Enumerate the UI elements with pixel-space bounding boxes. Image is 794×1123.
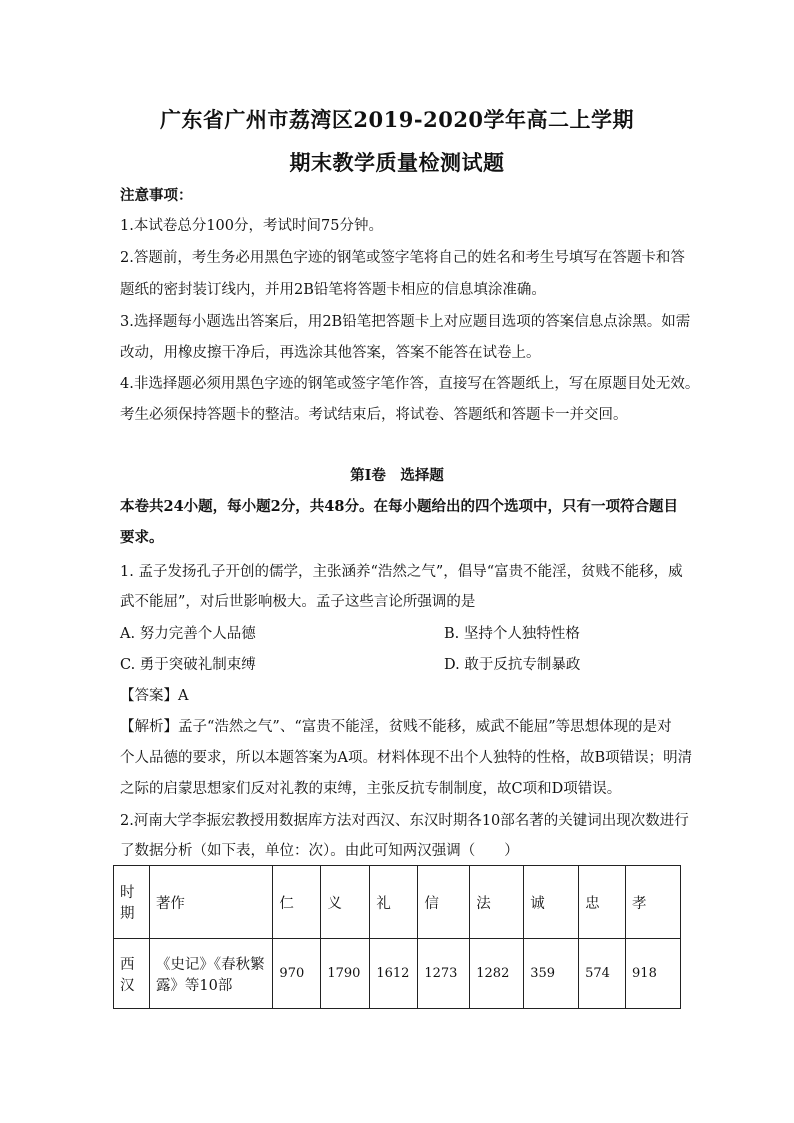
table-cell-work [149,939,272,1009]
q1-stem: 1. 孟子发扬孔子开创的儒学，主张涵养“浩然之气”，倡导“富贵不能淫，贫贱不能移，威 [120,564,683,580]
q1-analysis: 之际的启蒙思想家们反对礼教的束缚，主张反抗专制制度，故C项和D项错误。 [120,781,622,797]
table-row [114,939,681,1009]
header-period-line: 时 [120,885,135,901]
table-header-cell: 著作 [149,866,272,939]
q1-stem: 武不能屈”，对后世影响极大。孟子这些言论所强调的是 [120,594,476,610]
doc-title-line1: 广东省广州市荔湾区2019-2020学年高二上学期 [159,107,635,132]
section-intro: 要求。 [120,529,164,546]
q1-answer: 【答案】A [120,688,189,704]
section-title: 第Ⅰ卷 选择题 [350,467,444,484]
table-header-cell: 义 [321,866,370,939]
q1-analysis: 个人品德的要求，所以本题答案为A项。材料体现不出个人独特的性格，故B项错误；明清 [120,750,693,766]
doc-title-line2: 期末教学质量检测试题 [289,150,505,175]
table-cell-value: 1273 [418,939,470,1009]
period-line: 汉 [120,977,135,994]
table-cell-value: 1612 [370,939,418,1009]
q1-option-d: D. 敢于反抗专制暴政 [444,657,581,673]
work-line: 《史记》《春秋繁 [155,956,265,973]
notes-line: 改动，用橡皮擦干净后，再选涂其他答案，答案不能答在试卷上。 [120,345,541,361]
table-cell-value: 359 [524,939,579,1009]
table-header-cell: 忠 [579,866,626,939]
q1-option-c: C. 勇于突破礼制束缚 [120,657,256,673]
period-line: 西 [120,956,135,973]
notes-line: 题纸的密封装订线内，并用2B铅笔将答题卡相应的信息填涂准确。 [120,282,546,298]
table-cell-value: 1282 [470,939,524,1009]
q2-stem: 2.河南大学李振宏教授用数据库方法对西汉、东汉时期各10部名著的关键词出现次数进行 [120,813,689,829]
notes-line: 3.选择题每小题选出答案后，用2B铅笔把答题卡上对应题目选项的答案信息点涂黑。如需 [120,314,691,330]
table-cell-period [114,939,150,1009]
q1-option-b: B. 坚持个人独特性格 [444,626,580,642]
table-header-cell: 法 [470,866,524,939]
notes-line: 考生必须保持答题卡的整洁。考试结束后，将试卷、答题纸和答题卡一并交回。 [120,407,628,423]
work-line: 露》等10部 [155,977,233,994]
table-header-cell [114,866,150,939]
table-header-cell: 诚 [524,866,579,939]
keyword-frequency-table [113,865,681,1009]
table-header-cell: 仁 [273,866,321,939]
q1-analysis: 【解析】孟子“浩然之气”、“富贵不能淫，贫贱不能移，威武不能屈”等思想体现的是对 [120,719,672,735]
table-cell-value: 574 [579,939,626,1009]
table-header-cell: 信 [418,866,470,939]
table-cell-value: 918 [626,939,681,1009]
notes-line: 4.非选择题必须用黑色字迹的钢笔或签字笔作答，直接写在答题纸上，写在原题目处无效。 [120,376,700,392]
table-header-row [114,866,681,939]
section-intro: 本卷共24小题，每小题2分，共48分。在每小题给出的四个选项中，只有一项符合题目 [120,498,678,515]
table-cell-value: 970 [273,939,321,1009]
notes-line: 2.答题前，考生务必用黑色字迹的钢笔或签字笔将自己的姓名和考生号填写在答题卡和答 [120,250,685,266]
table-cell-value: 1790 [321,939,370,1009]
table-header-cell: 孝 [626,866,681,939]
header-period-line: 期 [120,906,135,922]
q2-stem: 了数据分析（如下表，单位：次）。由此可知两汉强调（ ） [120,843,519,859]
q1-option-a: A. 努力完善个人品德 [120,626,256,642]
notes-heading: 注意事项： [120,187,193,204]
notes-line: 1.本试卷总分100分，考试时间75分钟。 [120,218,383,234]
table-header-cell: 礼 [370,866,418,939]
